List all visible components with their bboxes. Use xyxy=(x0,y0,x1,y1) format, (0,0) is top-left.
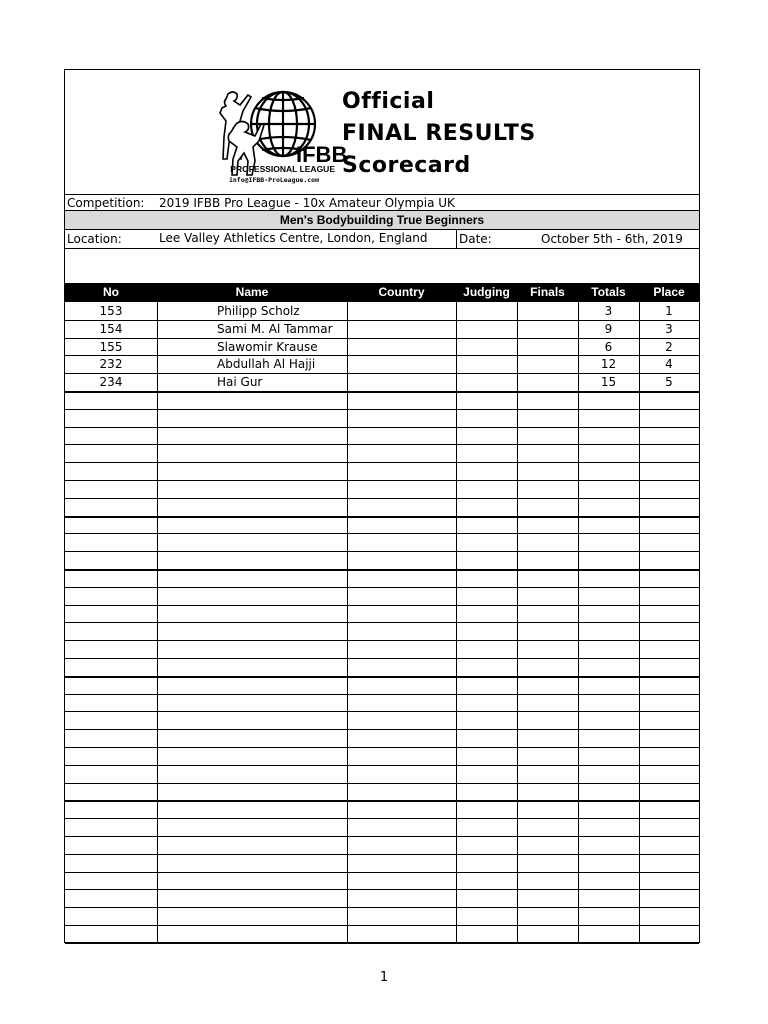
date-value: October 5th - 6th, 2019 xyxy=(541,232,683,246)
cell-country xyxy=(347,338,456,356)
row-divider xyxy=(65,836,699,837)
row-divider xyxy=(65,711,699,712)
results-table xyxy=(65,302,699,943)
cell-judging xyxy=(456,302,517,320)
column-divider xyxy=(157,302,158,943)
row-divider xyxy=(65,533,699,534)
row-divider xyxy=(65,622,699,623)
column-divider xyxy=(456,302,457,943)
cell-name: Slawomir Krause xyxy=(217,339,318,354)
cell-finals xyxy=(517,355,578,373)
row-divider xyxy=(65,640,699,641)
cell-country xyxy=(347,302,456,320)
cell-no: 234 xyxy=(99,375,123,390)
cell-name: Hai Gur xyxy=(217,375,263,390)
cell-country xyxy=(347,355,456,373)
column-header-place: Place xyxy=(653,285,685,299)
ifbb-logo xyxy=(206,84,348,188)
column-header-name: Name xyxy=(235,285,269,299)
competition-label: Competition: xyxy=(67,196,145,210)
row-divider xyxy=(65,569,699,571)
row-divider xyxy=(65,872,699,873)
column-divider xyxy=(517,302,518,943)
date-label: Date: xyxy=(459,232,492,246)
row-divider xyxy=(65,783,699,784)
row-divider xyxy=(65,943,699,944)
column-header-no: No xyxy=(103,285,119,299)
cell-name: Abdullah Al Hajji xyxy=(217,357,316,372)
title-official: Official xyxy=(342,89,435,114)
row-divider xyxy=(65,854,699,855)
divider xyxy=(456,230,457,248)
divider xyxy=(65,248,699,249)
cell-judging xyxy=(456,355,517,373)
cell-name: Philipp Scholz xyxy=(217,304,300,318)
row-divider xyxy=(65,605,699,606)
row-divider xyxy=(65,889,699,890)
cell-no: 155 xyxy=(99,339,123,354)
row-divider xyxy=(65,516,699,518)
column-divider xyxy=(639,302,640,943)
competition-value: 2019 IFBB Pro League - 10x Amateur Olympia UK xyxy=(159,196,455,210)
cell-place: 3 xyxy=(665,321,673,336)
cell-totals: 6 xyxy=(604,339,613,354)
column-header-totals: Totals xyxy=(591,285,626,299)
row-divider xyxy=(65,907,699,908)
column-divider xyxy=(347,302,348,943)
cell-totals: 9 xyxy=(604,321,613,336)
cell-place: 1 xyxy=(665,304,673,318)
title-final-results: FINAL RESULTS xyxy=(342,121,536,146)
cell-place: 4 xyxy=(665,357,673,372)
row-divider xyxy=(65,391,699,393)
column-header-judging: Judging xyxy=(463,285,510,299)
cell-place: 5 xyxy=(665,375,673,390)
column-header-finals: Finals xyxy=(530,285,565,299)
column-divider xyxy=(578,302,579,943)
row-divider xyxy=(65,729,699,730)
category-title: Men's Bodybuilding True Beginners xyxy=(65,211,699,229)
row-divider xyxy=(65,658,699,659)
row-divider xyxy=(65,818,699,819)
row-divider xyxy=(65,765,699,766)
row-divider xyxy=(65,676,699,678)
cell-finals xyxy=(517,373,578,391)
row-divider xyxy=(65,409,699,410)
location-value: Lee Valley Athletics Centre, London, England xyxy=(159,231,428,245)
cell-no: 232 xyxy=(99,357,123,372)
cell-place: 2 xyxy=(665,339,673,354)
cell-judging xyxy=(456,338,517,356)
column-header-country: Country xyxy=(378,285,425,299)
row-divider xyxy=(65,694,699,695)
cell-no: 153 xyxy=(99,304,123,318)
page-number: 1 xyxy=(379,970,389,985)
brand-email: info@IFBB-ProLeague.com xyxy=(228,176,319,184)
row-divider xyxy=(65,587,699,588)
cell-finals xyxy=(517,320,578,338)
row-divider xyxy=(65,498,699,499)
cell-country xyxy=(347,373,456,391)
cell-totals: 15 xyxy=(600,375,617,390)
cell-name: Sami M. Al Tammar xyxy=(217,321,333,336)
row-divider xyxy=(65,551,699,552)
row-divider xyxy=(65,925,699,926)
cell-finals xyxy=(517,338,578,356)
cell-finals xyxy=(517,302,578,320)
cell-judging xyxy=(456,373,517,391)
location-label: Location: xyxy=(67,232,122,246)
row-divider xyxy=(65,800,699,802)
row-divider xyxy=(65,427,699,428)
cell-country xyxy=(347,320,456,338)
cell-no: 154 xyxy=(99,321,123,336)
row-divider xyxy=(65,444,699,445)
cell-judging xyxy=(456,320,517,338)
brand-subtitle: PROFESSIONAL LEAGUE xyxy=(230,164,335,174)
brand-name: IFBB xyxy=(296,142,348,167)
row-divider xyxy=(65,747,699,748)
cell-totals: 12 xyxy=(600,357,617,372)
title-scorecard: Scorecard xyxy=(342,153,471,178)
row-divider xyxy=(65,480,699,481)
results-table-header xyxy=(65,283,699,302)
cell-totals: 3 xyxy=(604,304,613,318)
row-divider xyxy=(65,462,699,463)
scorecard-sheet xyxy=(64,69,700,943)
